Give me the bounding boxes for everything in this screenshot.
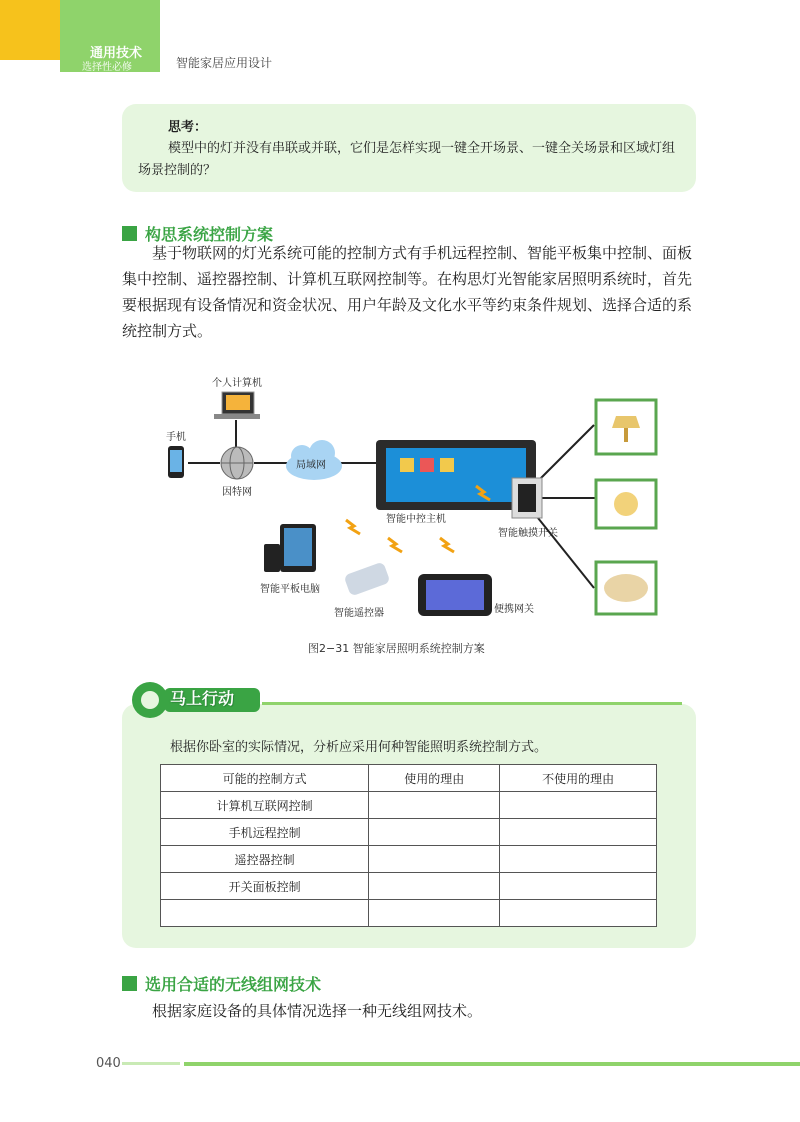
table-header-row [161, 765, 657, 792]
section-bullet-icon [122, 976, 137, 991]
table-cell-method: 手机远程控制 [161, 819, 369, 846]
table-cell-reason-use [369, 900, 500, 927]
column-header-reason-use: 使用的理由 [369, 765, 500, 792]
action-intro: 根据你卧室的实际情况，分析应采用何种智能照明系统控制方式。 [170, 740, 548, 755]
remote-icon [344, 561, 391, 596]
table-row [161, 873, 657, 900]
label-gateway: 便携网关 [494, 604, 534, 615]
table-cell-reason-not-use [500, 792, 657, 819]
control-method-table [160, 764, 657, 927]
series-subtitle: 选择性必修 [82, 62, 132, 73]
table-cell-reason-not-use [500, 900, 657, 927]
figure-caption: 图2−31 智能家居照明系统控制方案 [308, 642, 485, 655]
control-scheme-figure [150, 370, 670, 632]
table-cell-reason-not-use [500, 846, 657, 873]
label-phone: 手机 [166, 432, 186, 443]
label-tablet: 智能平板电脑 [260, 584, 320, 595]
label-switch: 智能触摸开关 [498, 528, 558, 539]
label-pc: 个人计算机 [212, 378, 262, 389]
action-divider [262, 702, 682, 705]
footer-line [122, 1062, 180, 1065]
column-header-reason-not-use: 不使用的理由 [500, 765, 657, 792]
think-box [122, 104, 696, 192]
gateway-icon [418, 574, 492, 616]
tablet-icon [264, 524, 316, 572]
table-cell-method: 遥控器控制 [161, 846, 369, 873]
table-cell-method: 开关面板控制 [161, 873, 369, 900]
chandelier-bulbs [614, 492, 638, 516]
label-remote: 智能遥控器 [334, 608, 384, 619]
footer-line [184, 1062, 800, 1066]
table-cell-reason-use [369, 873, 500, 900]
chapter-title: 智能家居应用设计 [176, 56, 273, 70]
table-cell-reason-not-use [500, 819, 657, 846]
phone-icon [168, 446, 184, 478]
table-cell-reason-use [369, 819, 500, 846]
lamp-shade [612, 416, 640, 428]
section-paragraph: 根据家庭设备的具体情况选择一种无线组网技术。 [152, 1002, 483, 1020]
table-row [161, 846, 657, 873]
label-lan: 局域网 [296, 460, 326, 471]
label-internet: 因特网 [222, 487, 252, 498]
internet-globe-icon [221, 447, 253, 479]
table-cell-reason-use [369, 792, 500, 819]
touch-switch-icon [512, 478, 542, 518]
lamp-stand [624, 428, 628, 442]
section-title: 构思系统控制方案 [145, 225, 274, 244]
table-cell-method: 计算机互联网控制 [161, 792, 369, 819]
section-title: 选用合适的无线组网技术 [145, 975, 322, 994]
table-row [161, 819, 657, 846]
action-title: 马上行动 [170, 689, 235, 708]
ceiling-light [604, 574, 648, 602]
corner-accent-yellow [0, 0, 62, 60]
table-cell-reason-use [369, 846, 500, 873]
think-text: 模型中的灯并没有串联或并联，它们是怎样实现一键全开场景、一键全关场景和区域灯组场景控制的？ [138, 141, 676, 178]
table-cell-reason-not-use [500, 873, 657, 900]
table-row [161, 792, 657, 819]
page-number: 040 [96, 1056, 121, 1071]
table-cell-method [161, 900, 369, 927]
series-title: 通用技术 [90, 46, 143, 61]
column-header-method: 可能的控制方式 [161, 765, 369, 792]
think-label: 思考： [168, 120, 208, 135]
section-heading-wireless [122, 972, 321, 995]
table-row [161, 900, 657, 927]
label-host: 智能中控主机 [386, 514, 446, 525]
section-paragraph: 基于物联网的灯光系统可能的控制方式有手机远程控制、智能平板集中控制、面板集中控制、遥控器控制、计算机互联网控制等。在构思灯光智能家居照明系统时，首先要根据现有设备情况和资金状况、用户年龄及文化水平等约束条件规划、选择合适的系统控制方式。 [122, 244, 693, 340]
section-bullet-icon [122, 226, 137, 241]
pc-icon [214, 392, 260, 419]
